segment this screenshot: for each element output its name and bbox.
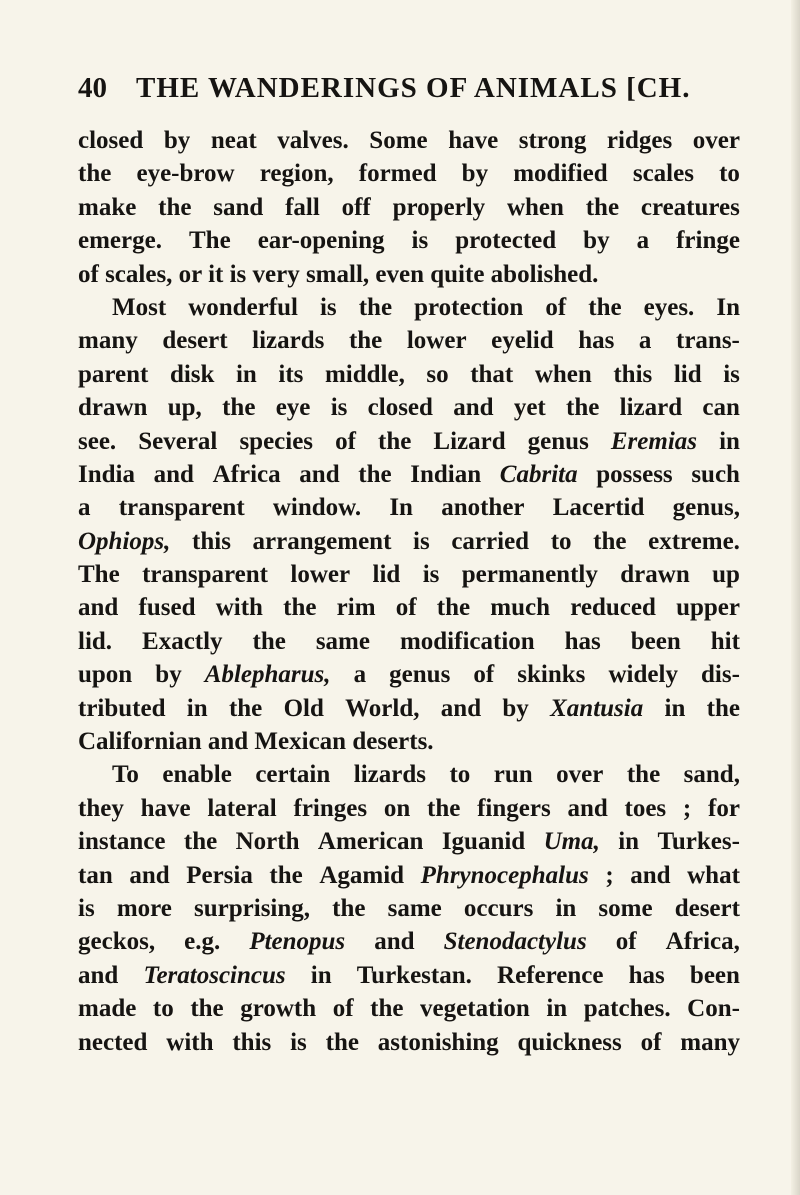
word: and [374,928,415,956]
word: To [112,761,139,789]
word: and [299,460,340,488]
word: lateral [207,794,277,822]
word: neat [210,127,257,154]
word: properly [392,193,486,221]
word: protection [414,293,524,321]
word: is [290,1028,307,1056]
word: make [78,193,137,221]
word: is [319,293,337,321]
word: hit [710,627,740,655]
word: tan [78,861,113,889]
word: many [680,1028,740,1056]
text-line [78,491,740,524]
word: in [664,694,686,722]
word: window. [272,494,362,522]
word: when [534,360,592,388]
word: North [235,828,300,856]
word: e.g. [184,928,221,956]
word: lizards [252,327,325,355]
word: the [283,594,317,622]
text-line [78,124,740,157]
word: what [687,861,740,889]
word: Reference [497,961,604,989]
text-line [78,625,740,658]
word: of [332,995,354,1023]
word: and [630,861,671,889]
page-edge-shadow [791,0,800,1195]
word: eyes. [643,293,695,321]
word: by [583,227,610,255]
word: the [222,394,256,422]
text-line [78,925,740,958]
word: the [358,293,393,321]
word: a [353,661,367,689]
word: the [252,627,286,655]
word: they [78,794,124,822]
word: genus [389,661,451,689]
word: Africa [212,460,281,488]
word: made [78,995,137,1023]
text-line [78,825,740,858]
word: In [389,494,413,522]
word: been [630,627,681,655]
word: so [426,360,449,388]
word: ; [605,861,614,889]
word: trans- [676,327,740,355]
word: transparent [118,494,245,522]
word: by [502,694,529,722]
word: is [411,227,429,255]
word: the [585,193,620,221]
word: and [440,694,482,722]
word: instance [78,828,166,856]
text-line [78,792,740,825]
word: lid [673,360,702,388]
word: drawn [78,394,148,422]
word: see. [78,427,117,455]
word: the [228,694,263,722]
word: geckos, [78,928,156,956]
word: and [153,460,194,488]
italic-term: Xantusia [550,694,644,722]
word: World, [345,694,420,722]
word: some [598,894,653,922]
running-title: THE WANDERINGS OF ANIMALS [CH. [136,72,691,104]
word: to [719,160,740,188]
word: up [712,561,740,589]
word: in [186,694,208,722]
word: Turkestan. [356,961,472,989]
word: valves. [277,127,349,154]
word: yet [513,394,546,422]
word: lizards [353,761,426,789]
word: American [317,828,424,856]
word: tributed [78,694,166,722]
word: have [140,794,191,822]
word: the [358,460,392,488]
word: possess [596,460,673,488]
word: arrangement [252,527,392,555]
word: desert [162,327,228,355]
word: Several [138,427,218,455]
italic-term: Stenodactylus [443,928,587,956]
word: in [555,894,577,922]
word: run [493,761,533,789]
word: Some [369,127,428,154]
word: fringes [293,794,368,822]
word: sand, [683,761,740,789]
word: is [413,527,430,555]
word: such [691,460,740,488]
word: has [564,627,601,655]
word: the [566,394,600,422]
word: the [706,694,740,722]
word: desert [674,894,740,922]
word: dis- [701,661,740,689]
word: The [78,561,120,589]
word: the [348,327,383,355]
word: can [702,394,740,422]
word: quickness [517,1028,622,1056]
word: enable [162,761,232,789]
text-line [78,258,740,291]
text-line [78,859,740,892]
word: Lizard [433,427,506,455]
word: region, [259,160,334,188]
word: Indian [410,460,482,488]
word: is [78,894,95,922]
word: skinks [517,661,586,689]
word: ridges [606,127,673,154]
italic-term: Ophiops, [78,527,171,555]
word: the [158,193,192,221]
word: lower [406,327,467,355]
word: by [461,160,489,188]
italic-term: Eremias [610,427,697,455]
word: genus, [672,494,740,522]
word: and [78,594,119,622]
word: the [436,594,471,622]
word: Persia [186,861,253,889]
word: and [129,861,170,889]
word: and [78,961,119,989]
word: permanently [461,561,598,589]
word: nected [78,1028,148,1056]
word: up, [167,394,202,422]
text-line [78,525,740,558]
word: growth [240,995,317,1023]
text-line [78,191,740,224]
word: rim [336,594,376,622]
italic-term: Ptenopus [249,928,346,956]
word: Con- [687,995,740,1023]
word: Exactly [142,627,223,655]
word: to [152,995,174,1023]
italic-term: Cabrita [499,460,578,488]
word: Iguanid [441,828,526,856]
word: sand [213,193,264,221]
word: is [422,561,440,589]
word: of [615,928,637,956]
word: Old [283,694,324,722]
word: by [163,127,191,154]
italic-term: Teratoscincus [143,961,286,989]
word: the [78,160,112,188]
word: much [490,594,551,622]
italic-term: Phrynocephalus [420,861,589,889]
word: more [116,894,172,922]
text-line [78,291,740,324]
word: scales [632,160,694,188]
word: Africa, [665,928,740,956]
word: Most [112,293,167,321]
word: disk [169,360,215,388]
word: a [636,227,650,255]
body-text [78,124,740,1059]
text-line [78,558,740,591]
text-line [78,892,740,925]
word: lid [372,561,401,589]
word: upper [676,594,740,622]
word: formed [358,160,437,188]
word: is [330,394,348,422]
word: of [640,1028,662,1056]
word: emerge. [78,227,162,255]
text-line [78,1026,740,1059]
word: fringe [676,227,740,255]
word: off [341,193,371,221]
word: in [546,995,568,1023]
word: ; [682,794,692,822]
word: for [708,794,740,822]
word: strong [518,127,587,154]
text-line [78,224,740,257]
text-line [78,959,740,992]
word: and [453,394,494,422]
word: Lacertid [552,494,645,522]
word: ear-opening [257,227,385,255]
word: of [335,427,356,455]
word: to [550,527,572,555]
word: widely [608,661,678,689]
word: extreme. [648,527,740,555]
word: the [370,995,404,1023]
word: over [692,127,740,154]
word: carried [451,527,530,555]
word: species [239,427,314,455]
word: astonishing [377,1028,499,1056]
word: creatures [640,193,740,221]
word: surprising, [194,894,311,922]
word: eyelid [491,327,554,355]
word: this [613,360,653,388]
word: the [325,1028,359,1056]
word: In [716,293,740,321]
text-line [78,157,740,190]
word: by [155,661,182,689]
word: its [278,360,304,388]
word: middle, [324,360,405,388]
text-line [78,324,740,357]
word: lower [290,561,351,589]
word: of [473,661,495,689]
word: this [192,527,231,555]
word: of [395,594,417,622]
text-line [78,391,740,424]
word: in [618,828,640,856]
word: and [567,794,608,822]
word: the [269,861,303,889]
word: reduced [570,594,656,622]
word: the [183,828,218,856]
word: when [506,193,564,221]
word: in [719,427,740,455]
word: the [588,293,622,321]
word: certain [255,761,331,789]
word: patches. [583,995,671,1023]
word: have [448,127,499,154]
word: fused [138,594,196,622]
word: upon [78,661,133,689]
word: to [449,761,471,789]
word: in [310,961,332,989]
word: of scales, or it is very small, even quite abolished. [78,260,599,288]
word: transparent [142,561,269,589]
word: Turkes- [657,828,740,856]
word: eye-brow [136,160,235,188]
text-line [78,658,740,691]
text-line [78,458,740,491]
word: drawn [620,561,690,589]
word: many [78,327,138,355]
word: with [215,594,263,622]
word: over [556,761,604,789]
text-line [78,758,740,791]
word: same [387,894,442,922]
text-line [78,692,740,725]
word: is [723,360,740,388]
word: The [188,227,231,255]
word: the [427,794,461,822]
word: wonderful [188,293,298,321]
word: toes [624,794,667,822]
word: the [378,427,412,455]
word: has [628,961,665,989]
word: lid. [78,627,113,655]
italic-term: Uma, [543,828,600,856]
word: the [593,527,627,555]
running-header [78,66,740,114]
word: of [545,293,567,321]
italic-term: Ablepharus, [204,661,331,689]
text-line [78,358,740,391]
word: genus [527,427,589,455]
word: occurs [463,894,534,922]
word: fall [285,193,320,221]
word: another [441,494,525,522]
word: same [315,627,370,655]
word: Agamid [319,861,405,889]
word: modification [399,627,535,655]
word: lizard [619,394,683,422]
word: eye [275,394,311,422]
word: closed [367,394,433,422]
text-line [78,992,740,1025]
word: on [383,794,411,822]
text-line [78,425,740,458]
word: vegetation [420,995,530,1023]
word: this [232,1028,272,1056]
word: closed [78,127,144,154]
word: been [689,961,740,989]
word: with [166,1028,214,1056]
text-line [78,591,740,624]
word: Californian and Mexican deserts. [78,728,434,756]
word: the [626,761,661,789]
word: has [578,327,615,355]
word: modified [513,160,608,188]
word: the [190,995,224,1023]
page-number: 40 [78,72,107,104]
word: that [470,360,514,388]
word: fingers [477,794,551,822]
word: India [78,460,135,488]
word: the [332,894,366,922]
word: protected [455,227,557,255]
word: in [235,360,257,388]
word: a [638,327,652,355]
word: parent [78,360,149,388]
text-line [78,725,740,758]
word: a [78,494,91,522]
